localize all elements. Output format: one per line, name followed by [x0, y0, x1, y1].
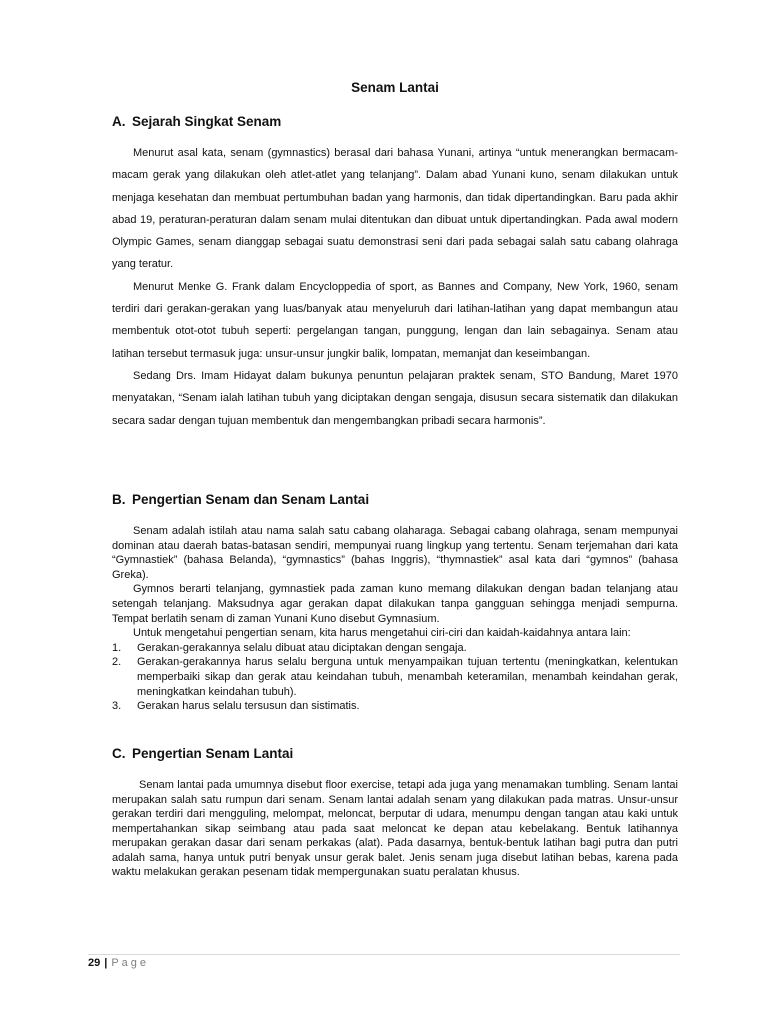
- section-b-paragraph: Gymnos berarti telanjang, gymnastiek pada zaman kuno memang dilakukan dengan badan telanjang atau setengah telanjang. Maksudnya agar gerakan dapat dilakukan tanpa gangguan sehingga menjadi sempurna. Tempat berlatih senam di zaman Yunani Kuno disebut Gymnasium.: [112, 583, 678, 625]
- list-item: [112, 655, 678, 699]
- section-c-paragraph: Senam lantai pada umumnya disebut floor exercise, tetapi ada juga yang menamakan tumbling. Senam lantai merupakan salah satu rumpun dari senam. Senam lantai adalah senam yang dilakukan pada matras. Unsur-unsur gerakan terdiri dari mengguling, melompat, meloncat, berputar di udara, menumpu dengan tangan atau kaki untuk mempertahankan sikap seimbang atau pada saat meloncat ke depan atau kebelakang. Bentuk latihannya merupakan gerakan dasar dari senam perkakas (alat). Pada dasarnya, bentuk-bentuk latihan bagi putra dan putri adalah sama, hanya untuk putri benyak unsur gerak balet. Jenis senam juga disebut latihan bebas, karena pada waktu melakukan gerakan pesenam tidak mempergunakan suatu peralatan khusus.: [112, 779, 678, 878]
- section-b-heading: [112, 492, 369, 507]
- section-b-title: Pengertian Senam dan Senam Lantai: [132, 492, 370, 507]
- section-b-number: B.: [112, 492, 126, 507]
- section-a-number: A.: [112, 114, 126, 129]
- section-a-heading: [112, 114, 281, 129]
- section-a-body: [112, 142, 678, 432]
- section-b-paragraph: Untuk mengetahui pengertian senam, kita harus mengetahui ciri-ciri dan kaidah-kaidahnya antara lain:: [133, 627, 631, 640]
- section-b-paragraph: Senam adalah istilah atau nama salah satu cabang olaharaga. Sebagai cabang olahraga, senam mempunyai dominan atau daerah batas-batasan sendiri, mempunyai ruang lingkup yang tertentu. Senam terjemahan dari kata “Gymnastiek” (bahasa Belanda), “gymnastics” (bahas Inggris), “thymnastiek” asal kata dari “gymnos” (bahasa Greka).: [112, 525, 678, 581]
- section-a-title: Sejarah Singkat Senam: [132, 114, 282, 129]
- characteristics-list: [112, 641, 678, 714]
- list-item-text: Gerakan-gerakannya harus selalu berguna untuk menyampaikan tujuan tertentu (meningkatkan, kelentukan memperbaiki sikap dan gerak atau keindahan tubuh, menambah keteramilan, menambah keindahan gerak, meningkatkan keindahan tubuh).: [137, 656, 678, 698]
- list-item-number: 1.: [112, 641, 122, 654]
- section-c-number: C.: [112, 746, 126, 761]
- footer-separator: |: [104, 957, 108, 969]
- page-number: 29: [88, 957, 101, 969]
- document-title: Senam Lantai: [351, 80, 439, 95]
- list-item-number: 2.: [112, 656, 122, 669]
- section-a-paragraph: Sedang Drs. Imam Hidayat dalam bukunya penuntun pelajaran praktek senam, STO Bandung, Maret 1970 menyatakan, “Senam ialah latihan tubuh yang diciptakan dengan sengaja, disusun secara sistematik dan dilakukan secara sadar dengan tujuan membentuk dan mengembangkan pribadi secara harmonis”.: [112, 369, 678, 427]
- section-b-body: [112, 524, 678, 714]
- list-item: [112, 699, 678, 714]
- list-item: [112, 641, 678, 656]
- list-item-number: 3.: [112, 700, 122, 713]
- section-c-body: [112, 778, 678, 880]
- page-footer: [88, 957, 149, 969]
- list-item-text: Gerakan-gerakannya selalu dibuat atau diciptakan dengan sengaja.: [137, 641, 467, 654]
- footer-divider: [88, 954, 680, 955]
- page-label: Page: [111, 957, 150, 969]
- list-item-text: Gerakan harus selalu tersusun dan sistimatis.: [137, 700, 360, 713]
- section-a-paragraph: Menurut asal kata, senam (gymnastics) berasal dari bahasa Yunani, artinya “untuk menerangkan bermacam-macam gerak yang dilakukan oleh atlet-atlet yang telanjang”. Dalam abad Yunani kuno, senam dilakukan untuk menjaga kesehatan dan membuat pertumbuhan badan yang harmonis, dan tidak dipertandingkan. Baru pada akhir abad 19, peraturan-peraturan dalam senam mulai ditentukan dan dibuat untuk dipertandingkan. Pada awal modern Olympic Games, senam dianggap sebagai suatu demonstrasi seni dari pada sebagai salah satu cabang olahraga yang teratur.: [112, 147, 678, 271]
- section-a-paragraph: Menurut Menke G. Frank dalam Encycloppedia of sport, as Bannes and Company, New York, 1960, senam terdiri dari gerakan-gerakan yang luas/banyak atau menyeluruh dari latihan-latihan yang dapat membangun atau membentuk otot-otot tubuh seperti: pergelangan tangan, punggung, lengan dan lain sebagainya. Senam atau latihan tersebut termasuk juga: unsur-unsur jungkir balik, lompatan, memanjat dan keseimbangan.: [112, 280, 678, 360]
- section-c-title: Pengertian Senam Lantai: [132, 746, 294, 761]
- section-c-heading: [112, 746, 293, 761]
